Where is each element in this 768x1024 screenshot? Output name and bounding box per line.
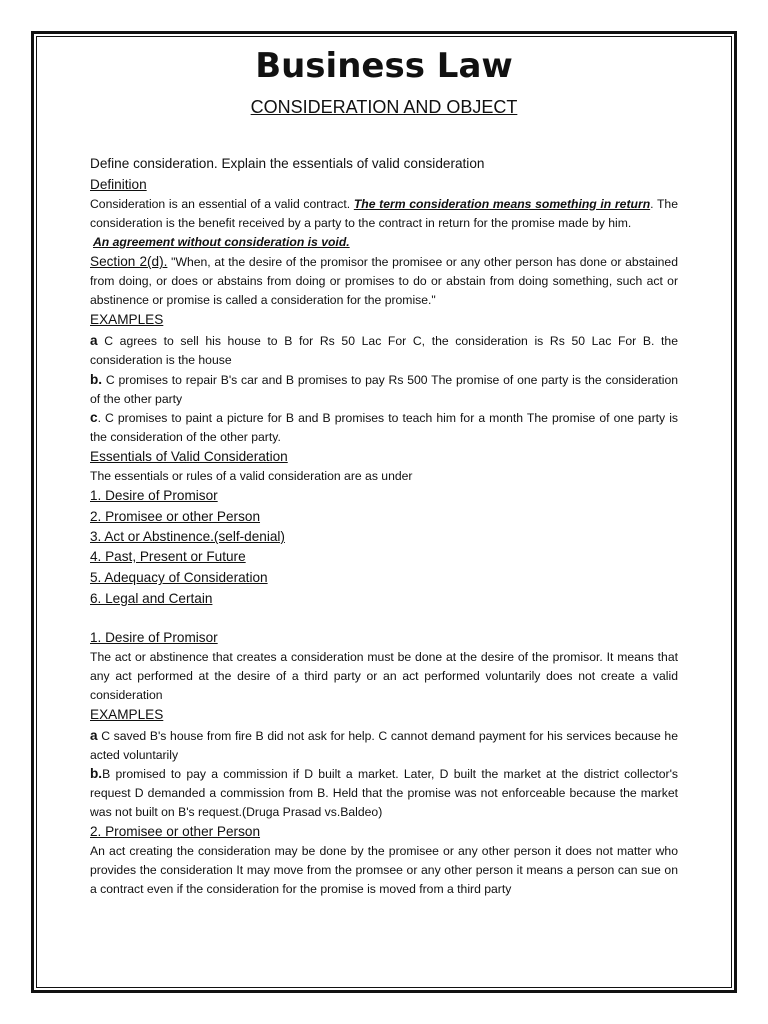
desire-heading: 1. Desire of Promisor — [90, 630, 218, 645]
section-label: Section 2(d). — [90, 254, 168, 269]
examples-heading-2: EXAMPLES — [90, 707, 164, 722]
essential-item-6: 6. Legal and Certain — [90, 591, 213, 606]
promisee-paragraph: An act creating the consideration may be done by the promisee or any other person it does not matter who provides the consideration It may move from the promsee or any other person it means a person can sue on a contract even if the consideration for the promise is moved from a third party — [90, 844, 678, 896]
section-paragraph — [90, 252, 678, 310]
example-a-1 — [90, 331, 678, 370]
essential-item-5: 5. Adequacy of Consideration — [90, 570, 268, 585]
essentials-heading: Essentials of Valid Consideration — [90, 449, 288, 464]
example-b-1 — [90, 370, 678, 409]
example-a-2 — [90, 726, 678, 765]
definition-heading: Definition — [90, 177, 147, 192]
example-b2-label: b. — [90, 766, 103, 781]
question-heading: Define consideration. Explain the essentials of valid consideration — [90, 156, 485, 171]
example-b-label: b. — [90, 372, 103, 387]
essential-item-4: 4. Past, Present or Future — [90, 549, 246, 564]
example-b2-text: B promised to pay a commission if D built a market. Later, D built the market at the district collector's request D demanded a commission from B. Held that the promise was not enforceable because the market was not built on B's request.(Druga Prasad vs.Baldeo) — [90, 767, 678, 819]
essentials-intro: The essentials or rules of a valid consideration are as under — [90, 469, 413, 483]
example-a-label: a — [90, 333, 98, 348]
promisee-heading: 2. Promisee or other Person — [90, 824, 261, 839]
void-statement-text: An agreement without consideration is void. — [93, 235, 350, 249]
essential-item-3: 3. Act or Abstinence.(self-denial) — [90, 529, 285, 544]
void-statement — [90, 233, 681, 252]
example-c-text: . C promises to paint a picture for B and B promises to teach him for a month The promise of one party is the consideration of the other party. — [90, 411, 678, 444]
example-c-label: c — [90, 410, 98, 425]
definition-text-1: Consideration is an essential of a valid contract. — [90, 197, 354, 211]
desire-paragraph: The act or abstinence that creates a consideration must be done at the desire of the promisor. It means that any act performed at the desire of a third party or an act performed voluntarily does not create a valid consideration — [90, 650, 678, 702]
example-b-text: C promises to repair B's car and B promises to pay Rs 500 The promise of one party is the consideration of the other party — [90, 373, 678, 406]
definition-text-2: . The consideration is the benefit received by a party to the contract in return for the promise made by him. — [90, 197, 678, 230]
essential-item-1: 1. Desire of Promisor — [90, 488, 218, 503]
example-c-1 — [90, 408, 678, 447]
page-subtitle: CONSIDERATION AND OBJECT — [250, 97, 518, 117]
example-a-text: C agrees to sell his house to B for Rs 50 Lac For C, the consideration is Rs 50 Lac For B. the consideration is the house — [90, 334, 678, 367]
example-a2-text: C saved B's house from fire B did not ask for help. C cannot demand payment for his services because he acted voluntarily — [90, 729, 678, 762]
section-text: "When, at the desire of the promisor the promisee or any other person has done or abstained from doing, or does or abstains from doing or promises to do or abstain from doing something, such act or abstinence or promise is called a consideration for the promise." — [90, 255, 678, 307]
examples-heading-1: EXAMPLES — [90, 312, 164, 327]
example-b-2 — [90, 764, 678, 822]
example-a2-label: a — [90, 728, 98, 743]
page-title: Business Law — [255, 46, 513, 86]
essential-item-2: 2. Promisee or other Person — [90, 509, 261, 524]
definition-emphasis: The term consideration means something in return — [353, 197, 651, 211]
definition-paragraph — [90, 195, 678, 233]
